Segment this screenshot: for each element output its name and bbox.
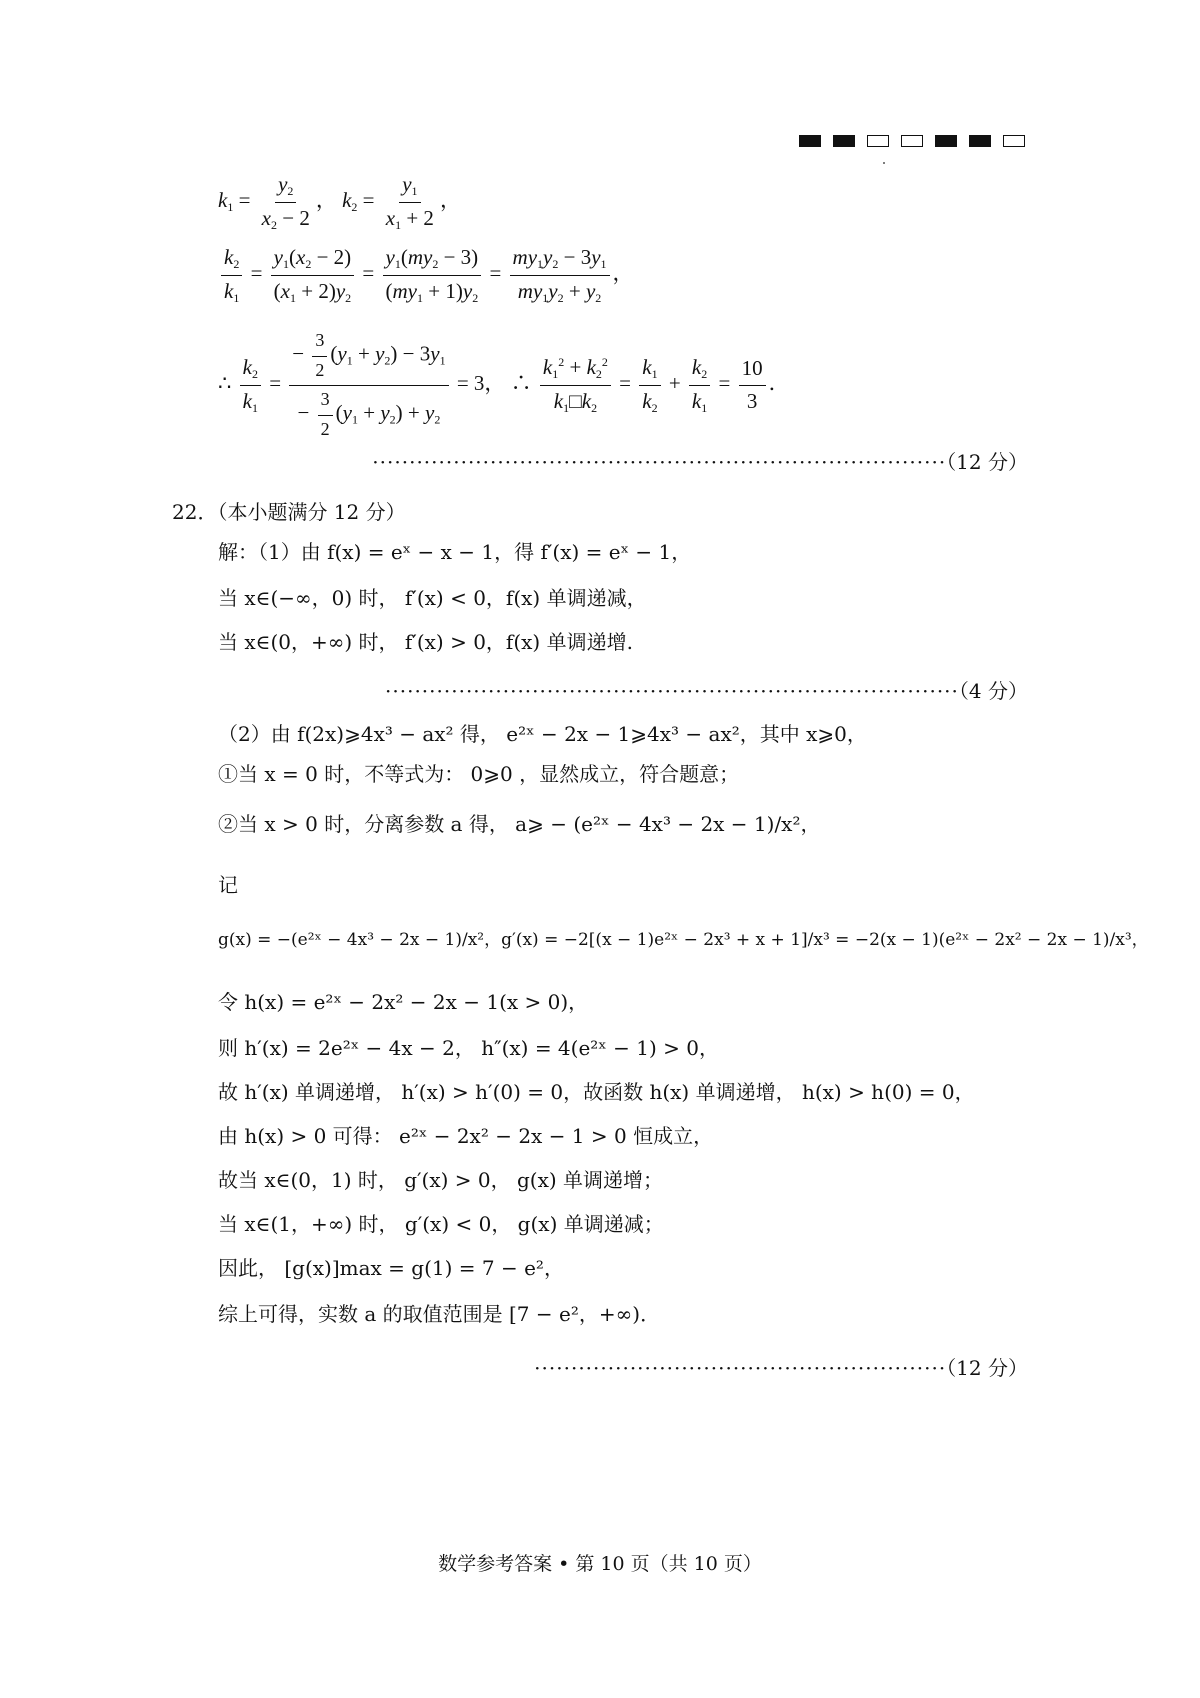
q22-line-7: 记 bbox=[218, 873, 238, 897]
mark-filled bbox=[833, 135, 855, 147]
page-footer: 数学参考答案 • 第 10 页（共 10 页） bbox=[438, 1553, 762, 1575]
mark-empty bbox=[901, 135, 923, 147]
mark-empty bbox=[867, 135, 889, 147]
q22-line-15: 因此， [g(x)]max = g(1) = 7 − e²， bbox=[218, 1256, 564, 1280]
therefore-line: ∴ $\frac{k_2}{k_1}$ = − $\frac{3}{2}$ $(y_1 + y_2) - 3y_1$ − $\frac{3}{2}$ $(y_1 + y_2) + y_2$ = 3， ∴ $\frac{k_1^2 + k_2^2}{k_1□k_2}$ = $\frac{k_1}{k_2}$ + $\frac{k_2}{k_1}$ = $\frac{10}{3}$ ． bbox=[218, 330, 790, 439]
registration-marks bbox=[799, 135, 1025, 147]
mark-filled bbox=[969, 135, 991, 147]
q22-line-3: 当 x∈(0，+∞) 时， f′(x) > 0，f(x) 单调递增. bbox=[218, 630, 633, 654]
ratio-line: $\frac{k_2}{k_1}$ = $\frac{y_1(x_2 - 2)}{(x_1 + 2)y_2}$ = $\frac{y_1(my_2 - 3)}{(my_1 + 1)y_2}$ = $\frac{my_1y_2 - 3y_1}{my_1y_2 + y_2}$ ， bbox=[218, 245, 634, 306]
q22-line-11: 故 h′(x) 单调递增， h′(x) > h′(0) = 0，故函数 h(x) 单调递增， h(x) > h(0) = 0， bbox=[218, 1080, 975, 1104]
q22-line-6: ②当 x > 0 时，分离参数 a 得， a⩾ − (e²ˣ − 4x³ − 2x − 1)/x²， bbox=[218, 812, 821, 836]
q22-line-14: 当 x∈(1，+∞) 时， g′(x) < 0， g(x) 单调递减； bbox=[218, 1212, 664, 1236]
q22-line-5: ①当 x = 0 时，不等式为： 0⩾0 ，显然成立，符合题意； bbox=[218, 762, 740, 786]
mark-filled bbox=[935, 135, 957, 147]
q22-line-1: 解：（1）由 f(x) = eˣ − x − 1，得 f′(x) = eˣ − 1， bbox=[218, 540, 692, 564]
mark-empty bbox=[1003, 135, 1025, 147]
q22-line-2: 当 x∈(−∞，0) 时， f′(x) < 0，f(x) 单调递减， bbox=[218, 586, 647, 610]
score-marker-2: ··············································································（4 分） bbox=[385, 679, 1028, 703]
q22-line-4: （2）由 f(2x)⩾4x³ − ax² 得， e²ˣ − 2x − 1⩾4x³ − ax²，其中 x⩾0， bbox=[218, 722, 867, 746]
k-definitions: $k_1$ = $\frac{y_2}{x_2 - 2}$ ， $k_2$ = $\frac{y_1}{x_1 + 2}$ ， bbox=[218, 172, 461, 233]
speck bbox=[883, 162, 885, 164]
mark-filled bbox=[799, 135, 821, 147]
question-22-title: 22．（本小题满分 12 分） bbox=[172, 500, 406, 524]
q22-line-13: 故当 x∈(0，1) 时， g′(x) > 0， g(x) 单调递增； bbox=[218, 1168, 664, 1192]
q22-line-8: g(x) = −(e²ˣ − 4x³ − 2x − 1)/x²，g′(x) = −2[(x − 1)e²ˣ − 2x³ + x + 1]/x³ = −2(x − 1)(e²ˣ − 2x² − 2x − 1)/x³， bbox=[218, 930, 1149, 950]
q22-line-10: 则 h′(x) = 2e²ˣ − 4x − 2， h″(x) = 4(e²ˣ − 1) > 0， bbox=[218, 1036, 719, 1060]
score-marker-1: ··············································································（12 分） bbox=[372, 450, 1028, 474]
score-marker-3: ························································（12 分） bbox=[534, 1356, 1028, 1380]
q22-line-12: 由 h(x) > 0 可得： e²ˣ − 2x² − 2x − 1 > 0 恒成立， bbox=[218, 1124, 714, 1148]
q22-line-16: 综上可得，实数 a 的取值范围是 [7 − e²，+∞)． bbox=[218, 1302, 661, 1326]
q22-line-9: 令 h(x) = e²ˣ − 2x² − 2x − 1(x > 0)， bbox=[218, 990, 589, 1014]
